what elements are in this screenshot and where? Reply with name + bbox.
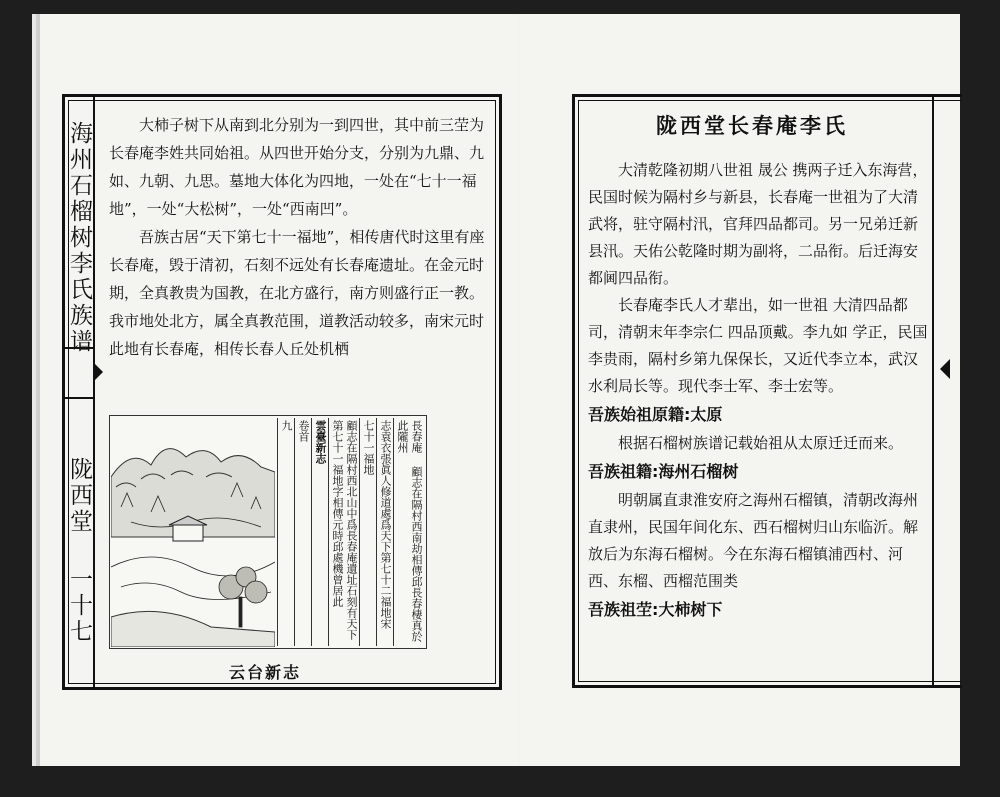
side-divider	[65, 397, 93, 399]
right-page	[520, 14, 960, 766]
figure-book-title: 雲臺新志	[311, 418, 328, 646]
left-body-text	[109, 111, 485, 363]
figure-column: 顧志在隔村西北山中爲長春庵遺址石刻有天下第七十一福地字相傳元時邱處機曾居此	[328, 418, 359, 646]
figure-column: 長春庵 顧志在隔村西南劫相傳邱長春棲真於此隴州	[393, 418, 424, 646]
figure-page-mark: 九	[277, 418, 294, 646]
section-heading: 吾族祖籍:海州石榴树	[588, 462, 739, 481]
hall-name: 陇西堂	[66, 457, 92, 535]
figure-column: 志袁衣張眞人修道處爲天下第七十二福地宋	[376, 418, 393, 646]
section-heading: 吾族祖茔:大柿树下	[588, 600, 723, 619]
paragraph: 吾族古居“天下第七十一福地”，相传唐代时这里有座长春庵，毁于清初，石刻不远处有长春庵遗址。在金元时期，全真教贵为国教，在北方盛行，南方则盛行正一教。我市地处北方，属全真教范围，道教活动较多，南宋元时此地有长春庵，相传长春人丘处机栖	[109, 228, 485, 358]
landscape-illustration	[111, 417, 275, 647]
section-heading: 吾族始祖原籍:太原	[588, 405, 723, 424]
side-divider	[65, 347, 93, 349]
figure-caption: 云台新志	[229, 663, 302, 682]
fishtail-mark	[93, 362, 103, 382]
left-page	[40, 14, 518, 766]
fishtail-mark	[940, 359, 950, 379]
section-text: 明朝属直隶淮安府之海州石榴镇，清朝改海州直隶州，民国年间化东、西石榴树归山东临沂。解放后为东海石榴树。今在东海石榴镇浦西村、河西、东榴、西榴范围类	[588, 491, 919, 590]
paragraph: 大清乾隆初期八世祖 晟公 携两子迁入东海营，民国时候为隔村乡与新县，长春庵一世祖为了大清武将，驻守隔村汛，官拜四品都司。另一兄弟迁新县汛。天佑公乾隆时期为副将，二品衔。后迁海安都阃四品衔。	[588, 161, 928, 287]
figure-juan: 卷首	[294, 418, 311, 646]
page-title: 陇西堂长春庵李氏	[656, 113, 848, 138]
page-number: 一十七	[66, 567, 92, 645]
paragraph: 大柿子树下从南到北分别为一到四世，其中前三茔为长春庵李姓共同始祖。从四世开始分支，分别为九鼎、九如、九朝、九思。墓地大体化为四地，一处在“七十一福地”，一处“大松树”，一处“西南凹”。	[109, 116, 485, 218]
paragraph: 长春庵李氏人才辈出，如一世祖 大清四品都司，清朝末年李宗仁 四品顶戴。李九如 学正，民国李贵雨，隔村乡第九保保长，又近代李立本，武汉水利局长等。现代李士军、李士宏等。	[588, 296, 928, 395]
woodblock-figure	[109, 415, 427, 649]
section-text: 根据石榴树族谱记载始祖从太原迁迁而来。	[618, 434, 904, 452]
right-body-text	[588, 157, 928, 625]
left-page-frame	[62, 94, 502, 690]
genealogy-title: 海州石榴树李氏族谱	[66, 121, 92, 355]
figure-column: 七十一福地	[359, 418, 376, 646]
figure-text-columns	[276, 418, 424, 646]
right-side-strip	[932, 94, 962, 688]
side-column	[65, 97, 95, 687]
